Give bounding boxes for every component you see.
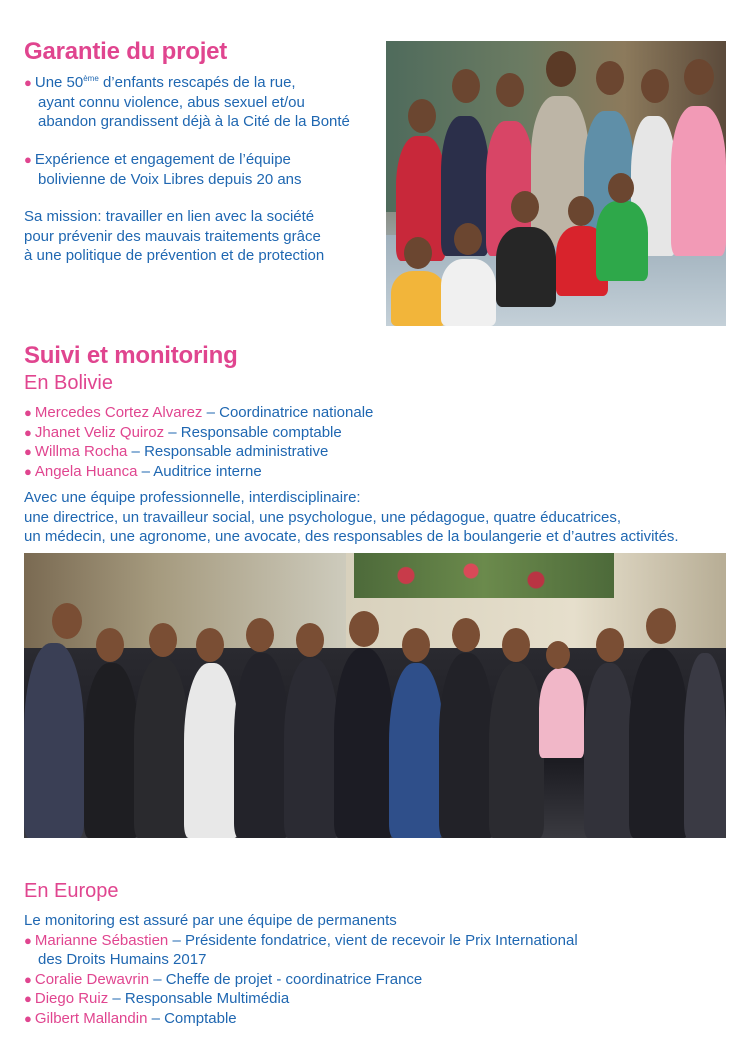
bullet-dot-icon: ● [24,75,32,90]
subtitle-bolivie: En Bolivie [24,372,113,394]
section-title-suivi: Suivi et monitoring [24,342,238,369]
europe-team-list: Le monitoring est assuré par une équipe de permanents ● Marianne Sébastien – Présidente fondatrice, vient de recevoir le Prix International des Droits Humains 2017 ● Coralie Dewavrin – Cheffe de projet - coordinatrice France ● Diego Ruiz – Responsable Multimédia ● Gilbert Mallandin – Comptable [24,912,578,1027]
list-item: ● Diego Ruiz – Responsable Multimédia [24,990,290,1007]
list-item: ● Mercedes Cortez Alvarez – Coordinatrice nationale [24,404,374,421]
list-item: ● Jhanet Veliz Quiroz – Responsable comptable [24,423,342,441]
children-photo [386,41,726,326]
list-item: ● Gilbert Mallandin – Comptable [24,1009,237,1027]
list-item: ● Coralie Dewavrin – Cheffe de projet - coordinatrice France [24,970,423,988]
bullet-dot-icon: ● [24,991,32,1006]
bullet-dot-icon: ● [24,424,32,440]
bullet-dot-icon: ● [24,405,32,420]
list-item: ● Willma Rocha – Responsable administrative [24,443,329,460]
list-item: ● Angela Huanca – Auditrice interne [24,462,262,480]
team-group-photo [24,553,726,838]
team-description: Avec une équipe professionnelle, interdisciplinaire: une directrice, un travailleur social, une psychologue, une pédagogue, quatre éducatrices, un médecin, une agronome, une avocate, des responsables de la boulangerie et d’autres activités. [24,489,679,545]
garantie-bullet-2: ● Expérience et engagement de l’équipe bolivienne de Voix Libres depuis 20 ans [24,151,302,188]
bullet-dot-icon: ● [24,971,32,987]
garantie-bullet-1: ● Une 50ème d’enfants rescapés de la rue, ayant connu violence, abus sexuel et/ou abandon grandissent déjà à la Cité de la Bonté [24,74,350,130]
subtitle-europe: En Europe [24,880,119,902]
bullet-dot-icon: ● [24,463,32,479]
list-item: ● Marianne Sébastien – Présidente fondatrice, vient de recevoir le Prix International [24,931,578,949]
bullet-dot-icon: ● [24,444,32,459]
bolivia-team-list [24,403,373,481]
section-title-garantie: Garantie du projet [24,38,228,65]
mission-paragraph: Sa mission: travailler en lien avec la société pour prévenir des mauvais traitements grâce à une politique de prévention et de protection [24,208,325,264]
bullet-dot-icon: ● [24,932,32,948]
bullet-dot-icon: ● [24,1010,32,1026]
bullet-dot-icon: ● [24,152,32,167]
